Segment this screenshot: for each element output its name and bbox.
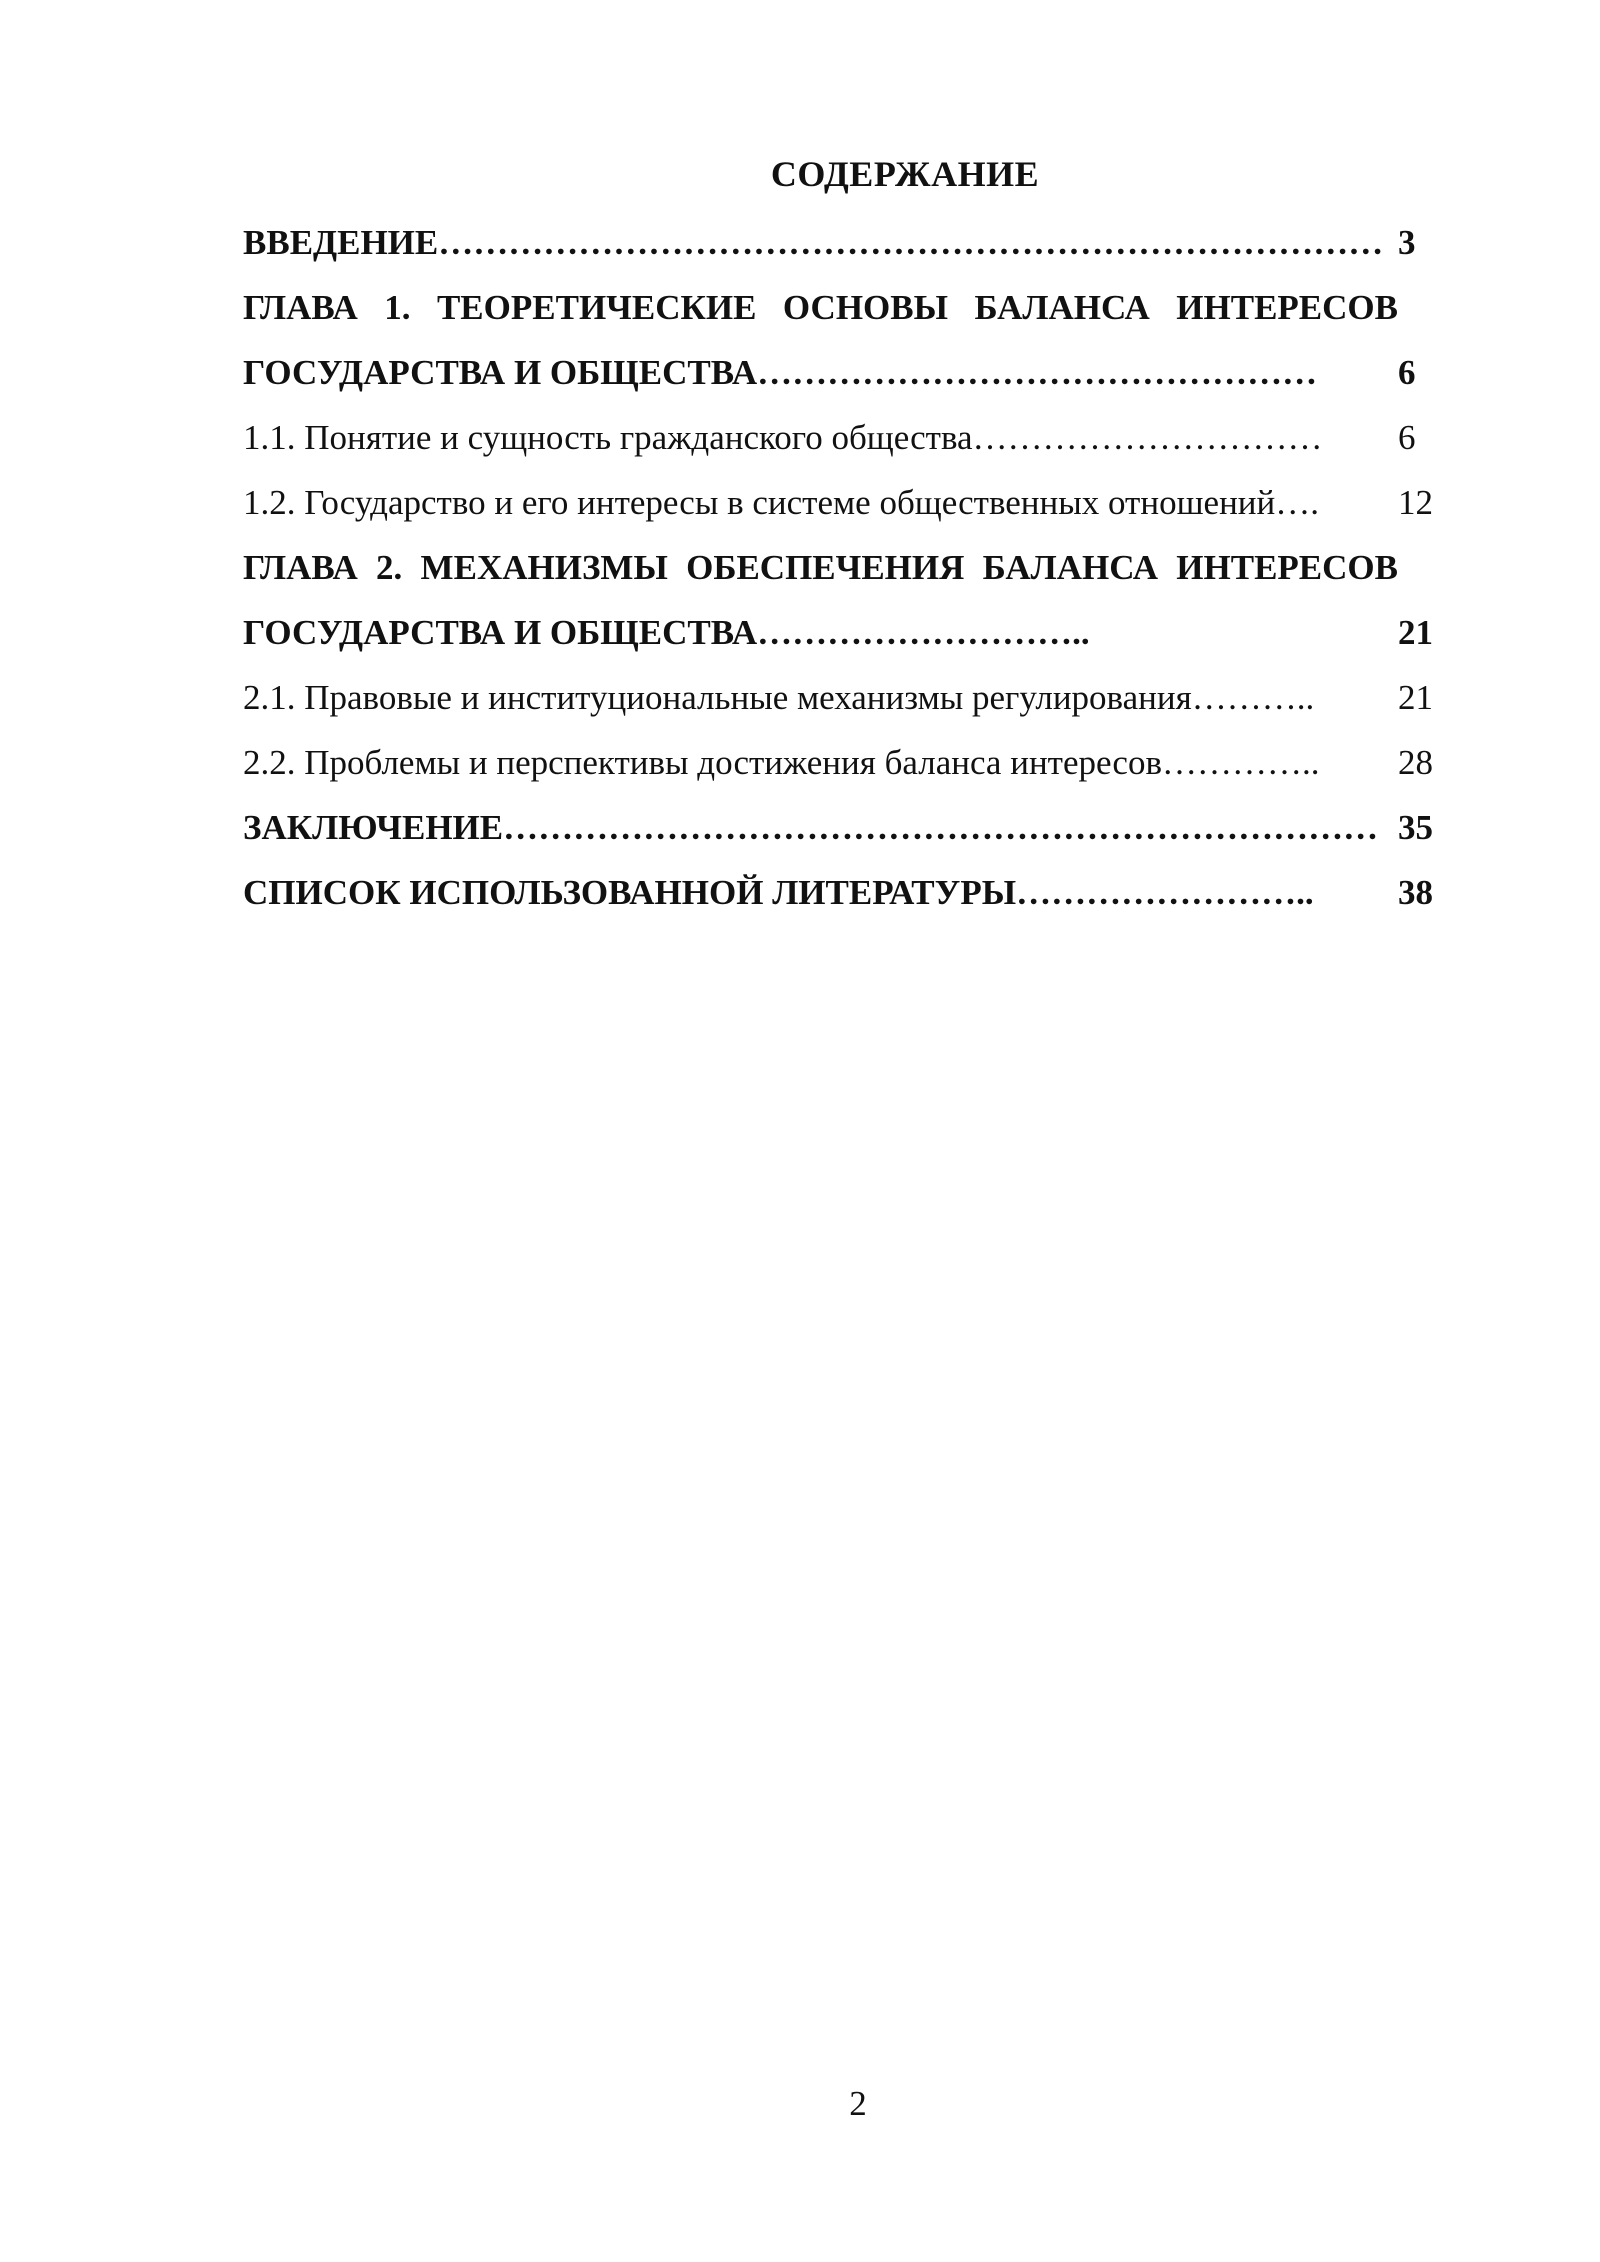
toc-entry-section-1-2 (243, 470, 1465, 535)
toc-entry-page: 6 (1398, 353, 1416, 392)
toc-entry-page: 6 (1398, 418, 1416, 457)
toc-entry-page: 21 (1398, 678, 1433, 717)
toc-entry-section-2-1 (243, 665, 1465, 730)
toc-entry-page: 28 (1398, 743, 1433, 782)
toc-entry-text: ЗАКЛЮЧЕНИЕ………………………………………………………………… (243, 808, 1379, 847)
toc-entry-page: 38 (1398, 873, 1433, 912)
toc-entry-text: 1.2. Государство и его интересы в системе общественных отношений…. (243, 483, 1320, 522)
toc-entry-chapter-2 (243, 535, 1465, 665)
toc-entry-text: ВВЕДЕНИЕ……………………………………………………………………… (243, 223, 1384, 262)
toc-entry-text: 1.1. Понятие и сущность гражданского общества………………………… (243, 418, 1323, 457)
toc-entry-section-2-2 (243, 730, 1465, 795)
toc-entry-bibliography (243, 860, 1465, 925)
toc-heading: СОДЕРЖАНИЕ (770, 154, 1040, 194)
toc-entry-page: 3 (1398, 223, 1416, 262)
toc-entry-text: 2.1. Правовые и институциональные механизмы регулирования……….. (243, 678, 1315, 717)
toc-entry-text: 2.2. Проблемы и перспективы достижения баланса интересов………….. (243, 743, 1320, 782)
toc-entry-text: ГЛАВА 1. ТЕОРЕТИЧЕСКИЕ ОСНОВЫ БАЛАНСА ИНТЕРЕСОВ ГОСУДАРСТВА И ОБЩЕСТВА………………………………………… (243, 288, 1398, 392)
table-of-contents (243, 210, 1465, 925)
toc-entry-introduction (243, 210, 1465, 275)
toc-entry-text: СПИСОК ИСПОЛЬЗОВАННОЙ ЛИТЕРАТУРЫ…………………….. (243, 873, 1314, 912)
toc-entry-chapter-1 (243, 275, 1465, 405)
toc-entry-page: 12 (1398, 483, 1433, 522)
toc-entry-section-1-1 (243, 405, 1465, 470)
toc-entry-page: 35 (1398, 808, 1433, 847)
page-number: 2 (849, 2084, 867, 2123)
toc-entry-text: ГЛАВА 2. МЕХАНИЗМЫ ОБЕСПЕЧЕНИЯ БАЛАНСА ИНТЕРЕСОВ ГОСУДАРСТВА И ОБЩЕСТВА……………………….. (243, 548, 1398, 652)
toc-entry-page: 21 (1398, 613, 1433, 652)
toc-entry-conclusion (243, 795, 1465, 860)
